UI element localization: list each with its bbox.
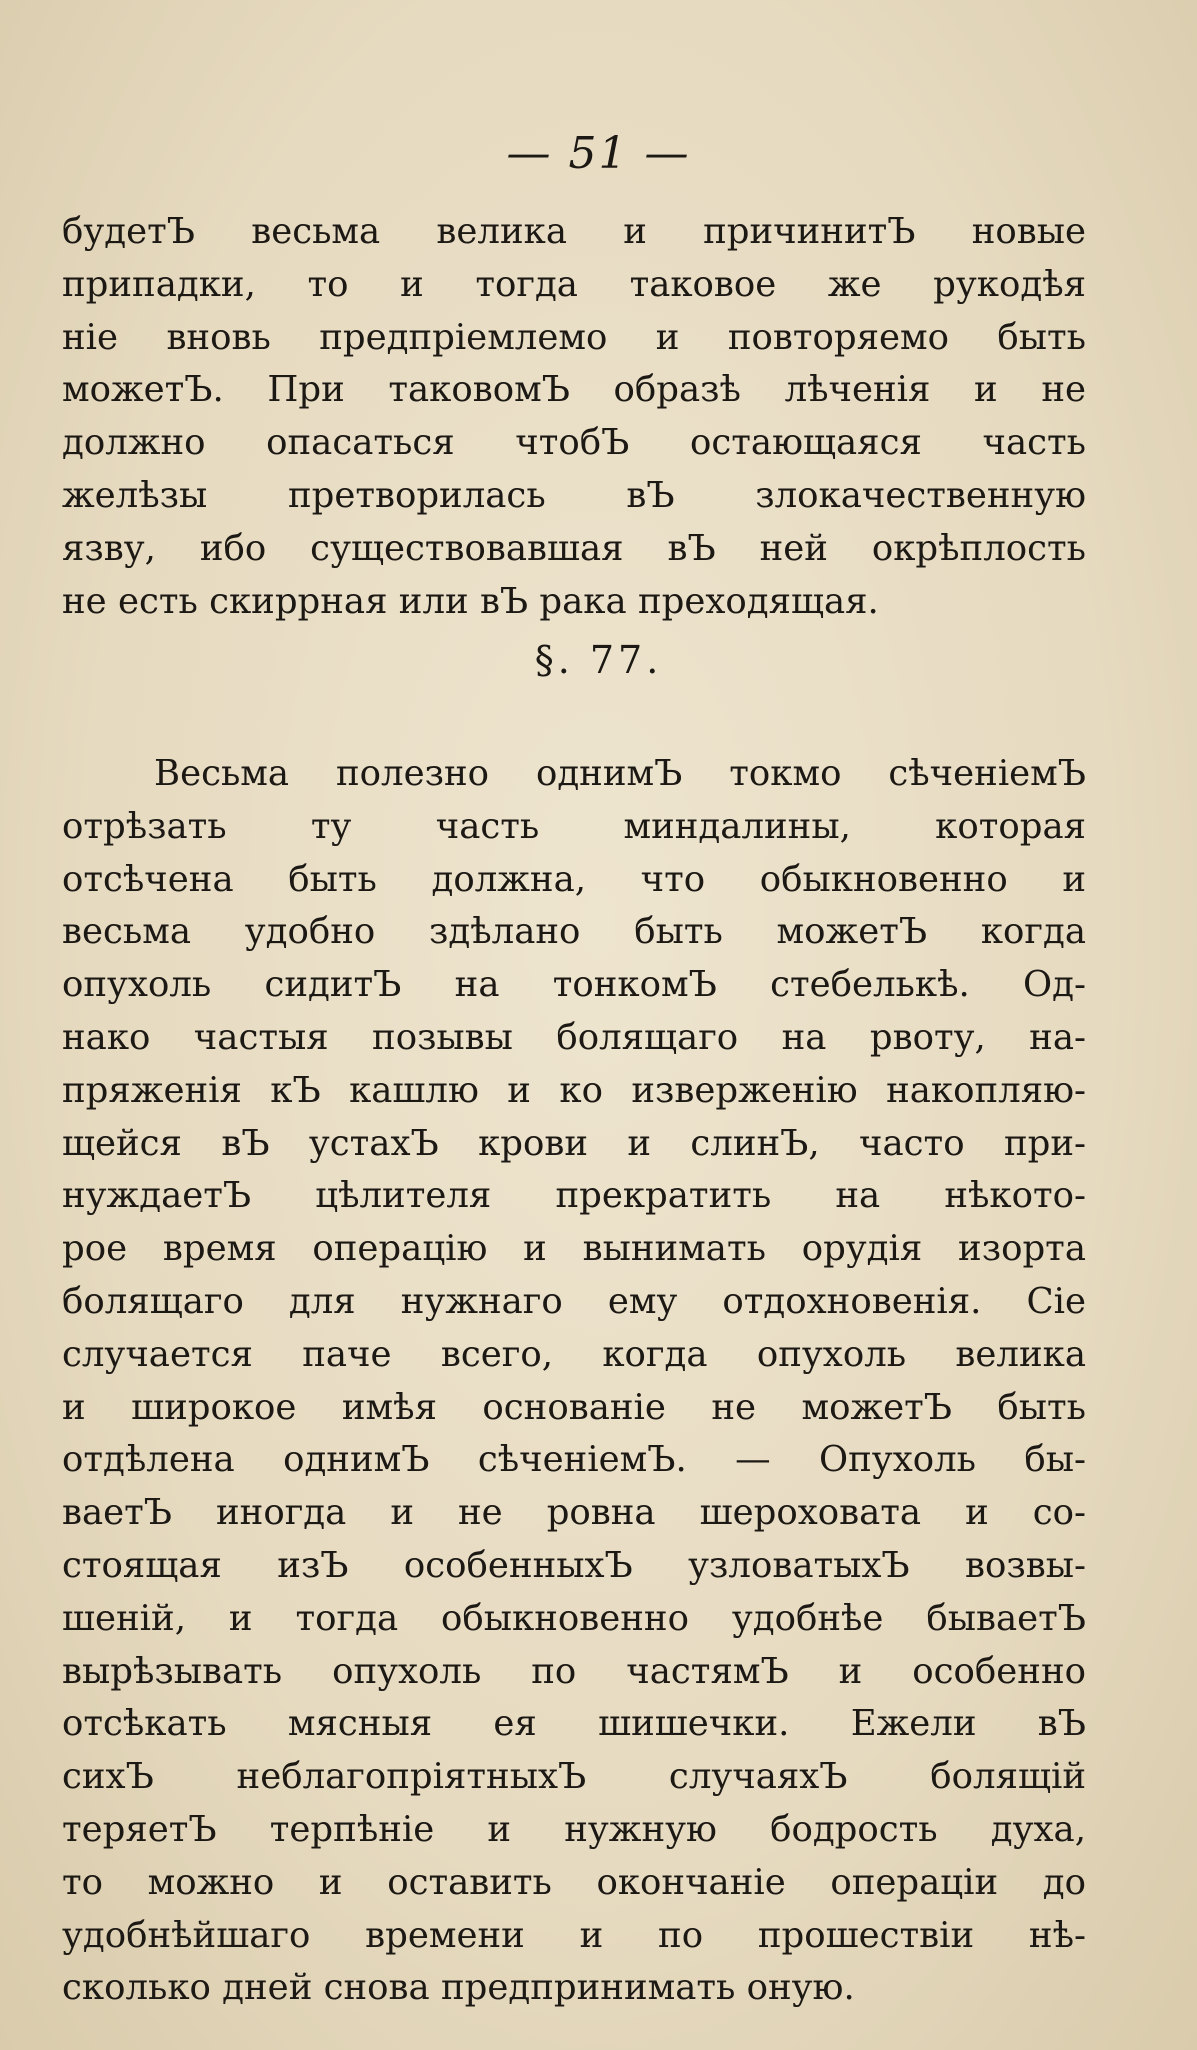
text-line: будетЪ весьма велика и причинитЪ новые (62, 211, 1086, 252)
page-number: — 51 — (506, 128, 691, 179)
paragraph-section-77 (62, 748, 1086, 2015)
text-line: нако частыя позывы болящаго на рвоту, на- (62, 1016, 1086, 1058)
text-line: сихЪ неблагопрiятныхЪ случаяхЪ болящiй (62, 1756, 1086, 1798)
section-heading: §. 77. (534, 638, 663, 682)
text-line: можетЪ. При таковомЪ образѣ лѣченiя и не (62, 369, 1086, 411)
text-line: язву, ибо существовавшая вЪ ней окрѣплость (62, 527, 1086, 569)
text-line: отсѣчена быть должна, что обыкновенно и (62, 858, 1086, 900)
text-line: нiе вновь предпрiемлемо и повторяемо быть (62, 316, 1086, 358)
text-line: шенiй, и тогда обыкновенно удобнѣе бываетЪ (62, 1597, 1086, 1639)
text-line: то можно и оставить окончанiе операцiи до (62, 1861, 1086, 1903)
text-line: должно опасаться чтобЪ остающаяся часть (62, 422, 1086, 464)
text-line: рое время операцiю и вынимать орудiя изорта (62, 1228, 1086, 1270)
text-line: болящаго для нужнаго ему отдохновенiя. Сiе (62, 1280, 1086, 1322)
text-line: сколько дней снова предпринимать оную. (62, 1967, 855, 2009)
text-line: нуждаетЪ цѣлителя прекратить на нѣкото- (62, 1175, 1086, 1217)
text-line: теряетЪ терпѣнiе и нужную бодрость духа, (62, 1808, 1086, 1850)
text-line: удобнѣйшаго времени и по прошествiи нѣ- (62, 1914, 1086, 1956)
text-line: щейся вЪ устахЪ крови и слинЪ, часто при- (62, 1122, 1086, 1164)
paragraph-continued (62, 206, 1086, 628)
text-line: припадки, то и тогда таковое же рукодѣя (62, 263, 1086, 305)
text-line: вырѣзывать опухоль по частямЪ и особенно (62, 1650, 1086, 1692)
text-line: отрѣзать ту часть миндалины, которая (62, 805, 1086, 847)
text-line: весьма удобно здѣлано быть можетЪ когда (62, 911, 1086, 953)
text-line: случается паче всего, когда опухоль велика (62, 1333, 1086, 1375)
text-line: пряженiя кЪ кашлю и ко изверженiю накопляю- (62, 1069, 1086, 1111)
text-line: отсѣкать мясныя ея шишечки. Ежели вЪ (62, 1703, 1086, 1745)
text-line: стоящая изЪ особенныхЪ узловатыхЪ возвы- (62, 1544, 1086, 1586)
text-line: Весьма полезно однимЪ токмо сѣченiемЪ (154, 753, 1086, 794)
text-line: и широкое имѣя основанiе не можетЪ быть (62, 1386, 1086, 1428)
text-line: отдѣлена однимЪ сѣченiемЪ. — Опухоль бы- (62, 1439, 1086, 1481)
text-line: опухоль сидитЪ на тонкомЪ стебелькѣ. Од- (62, 964, 1086, 1006)
text-line: желѣзы претворилась вЪ злокачественную (62, 474, 1086, 516)
text-line: не есть скиррная или вЪ рака преходящая. (62, 580, 879, 622)
text-line: ваетЪ иногда и не ровна шероховата и со- (62, 1492, 1086, 1534)
